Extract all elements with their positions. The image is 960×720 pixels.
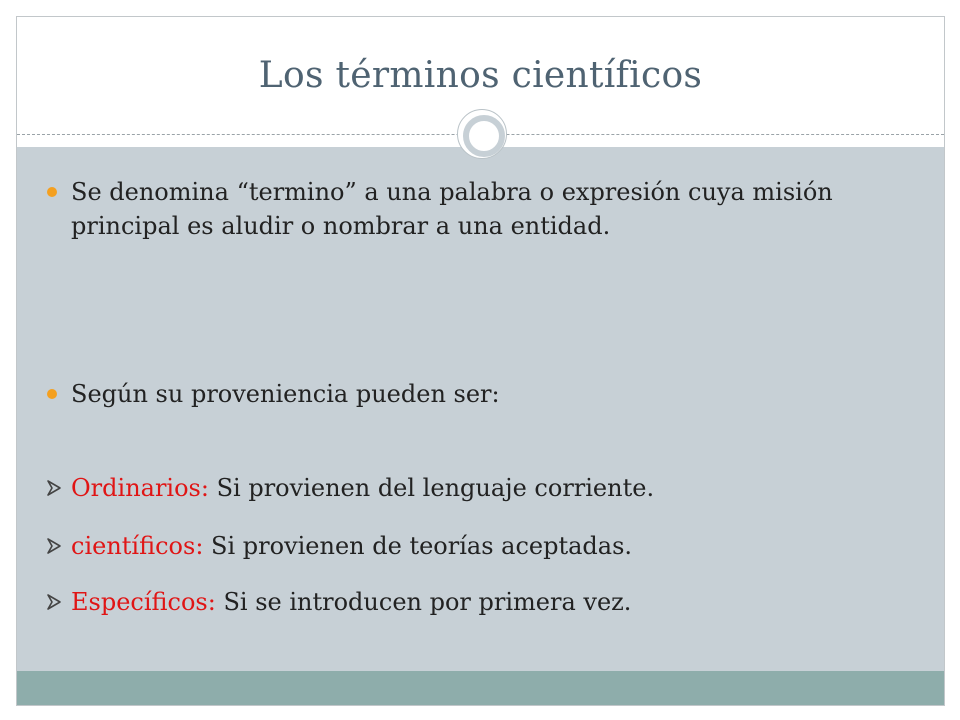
sub-item-term: Específicos: [71, 588, 208, 616]
sub-item: [71, 471, 901, 505]
sub-item: [71, 585, 901, 619]
circle-ring-inner: [463, 115, 505, 157]
sub-item-separator: :: [207, 588, 216, 616]
arrow-right-outline-icon: [45, 537, 63, 555]
sub-item-term: científicos: [71, 532, 196, 560]
sub-item-term: Ordinarios: [71, 474, 201, 502]
sub-item-separator: :: [195, 532, 204, 560]
sub-item-separator: :: [200, 474, 209, 502]
sub-item-description: Si provienen del lenguaje corriente.: [208, 474, 655, 502]
sub-item: [71, 529, 901, 563]
arrow-right-outline-icon: [45, 479, 63, 497]
sub-item-description: Si provienen de teorías aceptadas.: [203, 532, 633, 560]
slide-title: Los términos científicos: [258, 55, 703, 96]
orange-dot-icon: [47, 187, 57, 197]
sub-item-description: Si se introducen por primera vez.: [215, 588, 632, 616]
arrow-right-outline-icon: [45, 593, 63, 611]
footer-band: [17, 671, 944, 705]
orange-dot-icon: [47, 389, 57, 399]
bullet-text: Según su proveniencia pueden ser:: [71, 380, 500, 408]
slide: [16, 16, 945, 706]
bullet-text: Se denomina “termino” a una palabra o expresión cuya misión principal es aludir o nombrar a una entidad.: [71, 178, 833, 240]
